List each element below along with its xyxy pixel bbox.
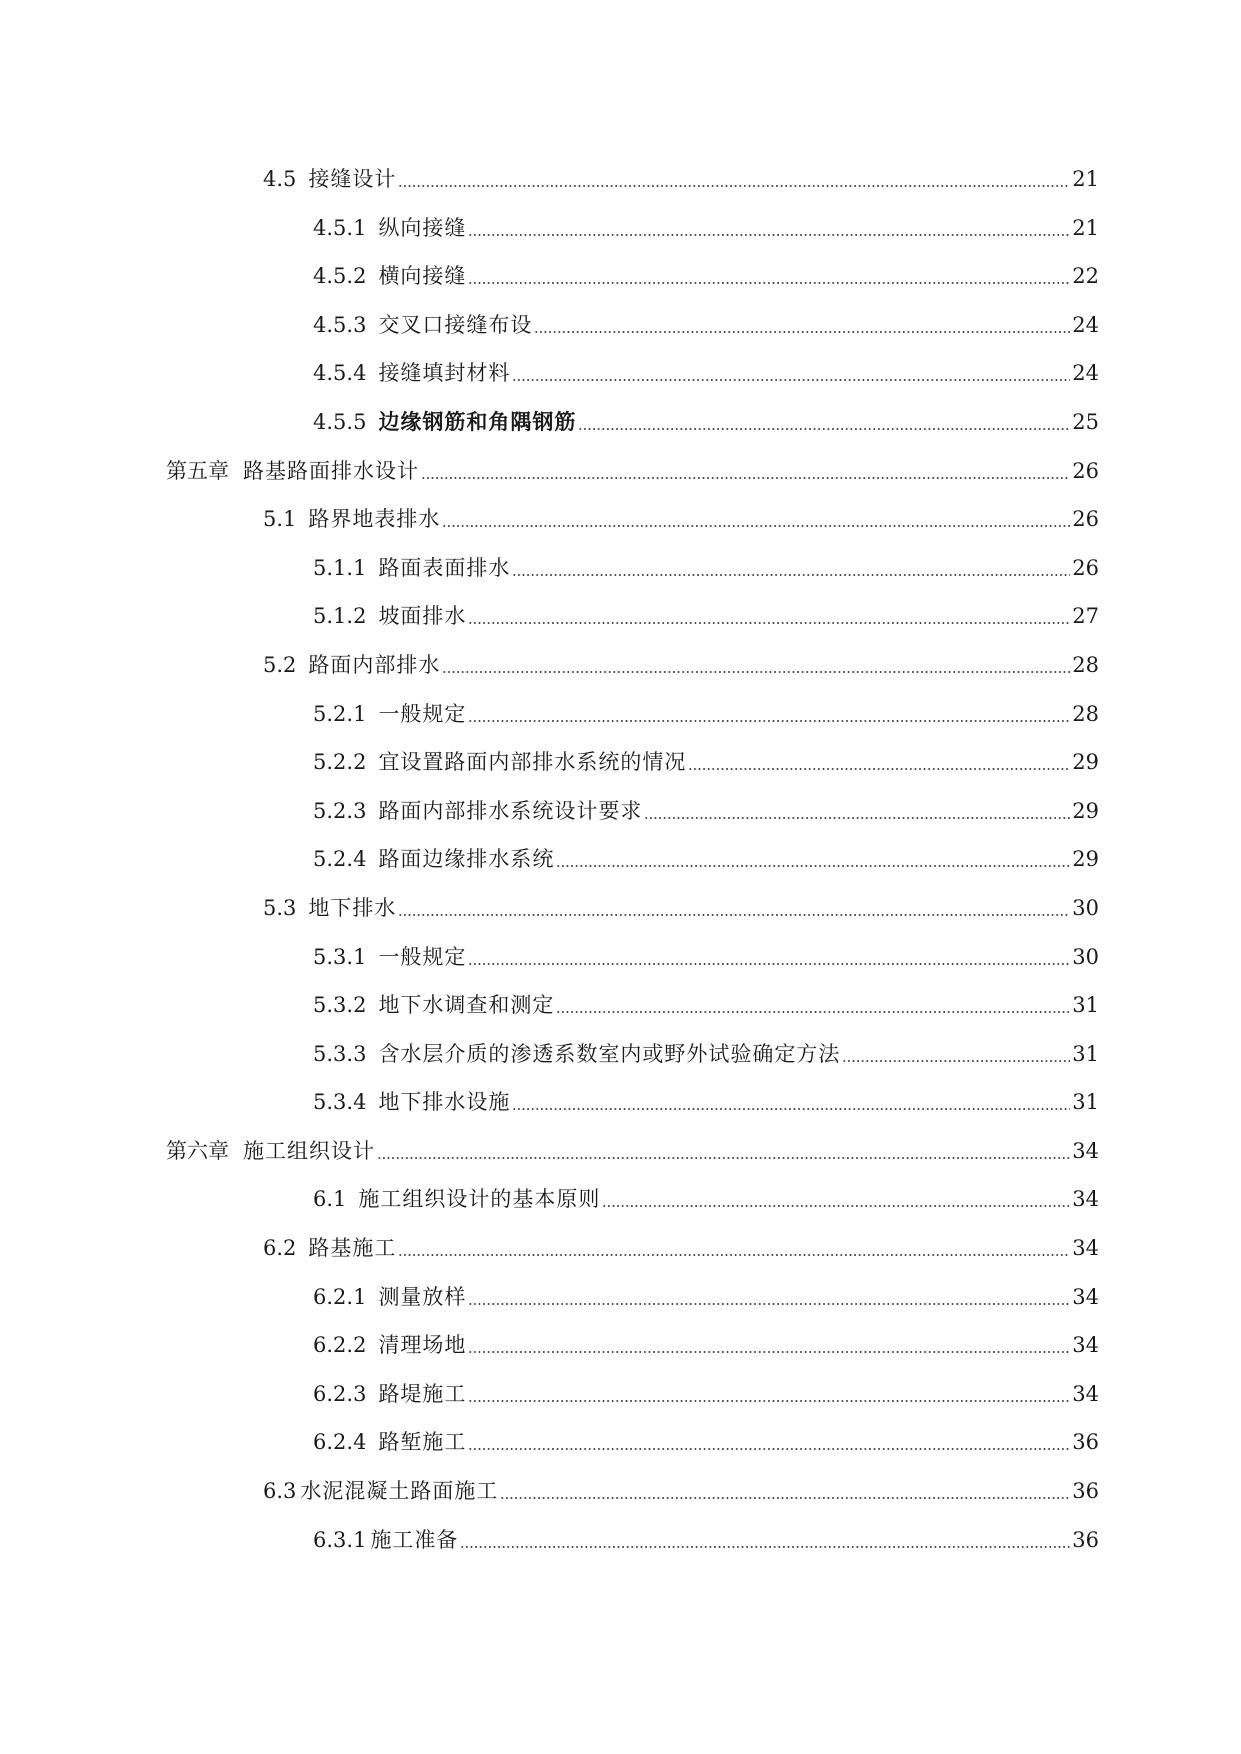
dot-leader (468, 1284, 1070, 1306)
toc-entry[interactable] (0, 409, 1241, 458)
toc-entry[interactable] (0, 1429, 1241, 1478)
toc-entry-number: 6.2.3 (313, 1381, 367, 1406)
toc-entry-title: 地下排水设施 (378, 1090, 511, 1115)
toc-entry[interactable] (0, 1186, 1241, 1235)
toc-entry[interactable] (0, 1478, 1241, 1527)
toc-entry-title: 含水层介质的渗透系数室内或野外试验确定方法 (378, 1041, 841, 1066)
toc-entry[interactable] (0, 895, 1241, 944)
table-of-contents (0, 166, 1241, 1575)
toc-entry-title: 纵向接缝 (378, 215, 467, 240)
toc-entry-page-number: 29 (1072, 798, 1099, 823)
dot-leader (398, 1235, 1070, 1257)
dot-leader (468, 701, 1070, 723)
toc-entry-page-number: 28 (1072, 701, 1099, 726)
toc-entry-title: 接缝填封材料 (378, 361, 511, 386)
toc-entry-number: 4.5.3 (313, 312, 367, 337)
dot-leader (512, 555, 1070, 577)
dot-leader (500, 1478, 1070, 1500)
dot-leader (442, 506, 1070, 528)
dot-leader (468, 944, 1070, 966)
toc-entry-number: 5.1.2 (313, 604, 367, 629)
toc-entry-title: 路界地表排水 (308, 507, 441, 532)
toc-entry-number: 6.2.4 (313, 1430, 367, 1455)
dot-leader (512, 1089, 1070, 1111)
toc-entry[interactable] (0, 215, 1241, 264)
dot-leader (460, 1527, 1070, 1549)
toc-entry-title: 路基施工 (308, 1236, 397, 1261)
toc-entry[interactable] (0, 798, 1241, 847)
toc-entry-page-number: 21 (1072, 215, 1099, 240)
toc-entry-page-number: 21 (1072, 167, 1099, 191)
dot-leader (468, 603, 1070, 625)
toc-entry[interactable] (0, 749, 1241, 798)
toc-entry[interactable] (0, 846, 1241, 895)
dot-leader (556, 992, 1070, 1014)
toc-entry-number: 5.2.1 (313, 701, 367, 726)
dot-leader (688, 749, 1070, 771)
toc-entry[interactable] (0, 1041, 1241, 1090)
toc-entry[interactable] (0, 458, 1241, 507)
toc-entry-page-number: 29 (1072, 750, 1099, 775)
toc-entry-page-number: 22 (1072, 264, 1099, 289)
toc-entry-page-number: 36 (1072, 1430, 1099, 1455)
toc-entry-page-number: 31 (1072, 1041, 1099, 1066)
toc-entry-number: 4.5 (263, 167, 297, 191)
toc-entry-title: 地下排水 (308, 895, 397, 920)
toc-entry[interactable] (0, 701, 1241, 750)
toc-entry-number: 5.3.4 (313, 1090, 367, 1115)
toc-entry-title: 水泥混凝土路面施工 (300, 1479, 499, 1504)
toc-entry-number: 第六章 (166, 1138, 229, 1163)
toc-entry-page-number: 31 (1072, 993, 1099, 1018)
toc-entry-page-number: 24 (1072, 312, 1099, 337)
toc-entry-title: 路面表面排水 (378, 555, 511, 580)
toc-entry-title: 路面内部排水 (308, 652, 441, 677)
dot-leader (512, 360, 1070, 382)
dot-leader (578, 409, 1070, 431)
toc-entry[interactable] (0, 166, 1241, 215)
toc-entry-title: 一般规定 (378, 944, 467, 969)
toc-entry-page-number: 25 (1072, 409, 1099, 434)
toc-entry-number: 6.2 (263, 1236, 297, 1261)
toc-entry-title: 施工组织设计的基本原则 (358, 1187, 601, 1212)
toc-entry-page-number: 34 (1072, 1284, 1099, 1309)
toc-entry[interactable] (0, 555, 1241, 604)
toc-entry-number: 第五章 (166, 458, 229, 483)
toc-entry-title: 宜设置路面内部排水系统的情况 (378, 750, 687, 775)
toc-entry-number: 4.5.2 (313, 264, 367, 289)
toc-entry-title: 坡面排水 (378, 604, 467, 629)
toc-entry-number: 5.3 (263, 895, 297, 920)
toc-entry-page-number: 30 (1072, 944, 1099, 969)
toc-entry-title: 接缝设计 (308, 167, 397, 191)
dot-leader (468, 1429, 1070, 1451)
toc-entry-title: 路堑施工 (378, 1430, 467, 1455)
toc-entry-page-number: 30 (1072, 895, 1099, 920)
dot-leader (421, 458, 1070, 480)
toc-entry[interactable] (0, 1284, 1241, 1333)
toc-entry-number: 5.3.1 (313, 944, 367, 969)
toc-entry-title: 路基路面排水设计 (243, 458, 419, 483)
dot-leader (842, 1041, 1070, 1063)
toc-entry[interactable] (0, 1527, 1241, 1576)
toc-entry[interactable] (0, 312, 1241, 361)
toc-entry-page-number: 24 (1072, 361, 1099, 386)
dot-leader (468, 1381, 1070, 1403)
toc-entry-title: 施工组织设计 (243, 1138, 375, 1163)
toc-entry[interactable] (0, 263, 1241, 312)
toc-entry[interactable] (0, 1332, 1241, 1381)
toc-entry-number: 5.2 (263, 652, 297, 677)
dot-leader (602, 1186, 1070, 1208)
toc-entry-number: 5.1 (263, 507, 297, 532)
toc-entry-number: 4.5.1 (313, 215, 367, 240)
toc-entry-page-number: 34 (1072, 1138, 1099, 1163)
toc-entry-title: 边缘钢筋和角隅钢筋 (378, 409, 577, 434)
toc-entry-title: 地下水调查和测定 (378, 993, 555, 1018)
toc-entry-page-number: 26 (1072, 555, 1099, 580)
toc-entry-number: 5.2.2 (313, 750, 367, 775)
toc-entry-number: 5.2.4 (313, 847, 367, 872)
toc-entry[interactable] (0, 360, 1241, 409)
toc-entry-number: 6.1 (313, 1187, 347, 1212)
dot-leader (534, 312, 1070, 334)
toc-entry-page-number: 29 (1072, 847, 1099, 872)
toc-entry-page-number: 34 (1072, 1333, 1099, 1358)
dot-leader (398, 895, 1070, 917)
toc-entry-page-number: 27 (1072, 604, 1099, 629)
toc-entry[interactable] (0, 652, 1241, 701)
toc-entry-page-number: 36 (1072, 1479, 1099, 1504)
toc-entry-page-number: 34 (1072, 1381, 1099, 1406)
toc-entry-page-number: 26 (1072, 458, 1099, 483)
toc-entry[interactable] (0, 944, 1241, 993)
toc-entry-page-number: 26 (1072, 507, 1099, 532)
dot-leader (556, 846, 1070, 868)
toc-entry-title: 清理场地 (378, 1333, 467, 1358)
toc-entry-number: 5.3.3 (313, 1041, 367, 1066)
toc-entry-number: 5.3.2 (313, 993, 367, 1018)
toc-entry-page-number: 28 (1072, 652, 1099, 677)
toc-entry[interactable] (0, 1089, 1241, 1138)
toc-entry-title: 施工准备 (370, 1527, 459, 1552)
toc-entry-title: 横向接缝 (378, 264, 467, 289)
dot-leader (442, 652, 1070, 674)
toc-entry-page-number: 31 (1072, 1090, 1099, 1115)
toc-entry[interactable] (0, 1381, 1241, 1430)
toc-entry[interactable] (0, 1138, 1241, 1187)
dot-leader (468, 263, 1070, 285)
toc-entry-page-number: 34 (1072, 1187, 1099, 1212)
toc-entry-number: 6.3 (263, 1479, 297, 1504)
toc-entry-number: 5.2.3 (313, 798, 367, 823)
toc-entry-title: 交叉口接缝布设 (378, 312, 533, 337)
toc-entry-title: 路面内部排水系统设计要求 (378, 798, 643, 823)
toc-entry-number: 4.5.5 (313, 409, 367, 434)
toc-entry-number: 4.5.4 (313, 361, 367, 386)
dot-leader (398, 166, 1070, 188)
toc-entry-title: 一般规定 (378, 701, 467, 726)
toc-entry[interactable] (0, 992, 1241, 1041)
dot-leader (644, 798, 1070, 820)
dot-leader (468, 1332, 1070, 1354)
toc-entry-number: 6.3.1 (313, 1527, 367, 1552)
toc-entry-number: 6.2.2 (313, 1333, 367, 1358)
toc-entry-number: 5.1.1 (313, 555, 367, 580)
toc-entry[interactable] (0, 603, 1241, 652)
toc-entry-page-number: 36 (1072, 1527, 1099, 1552)
toc-entry-title: 测量放样 (378, 1284, 467, 1309)
dot-leader (468, 215, 1070, 237)
toc-entry-title: 路堤施工 (378, 1381, 467, 1406)
toc-entry-page-number: 34 (1072, 1236, 1099, 1261)
toc-entry[interactable] (0, 1235, 1241, 1284)
toc-entry[interactable] (0, 506, 1241, 555)
toc-entry-title: 路面边缘排水系统 (378, 847, 555, 872)
dot-leader (377, 1138, 1070, 1160)
toc-entry-number: 6.2.1 (313, 1284, 367, 1309)
